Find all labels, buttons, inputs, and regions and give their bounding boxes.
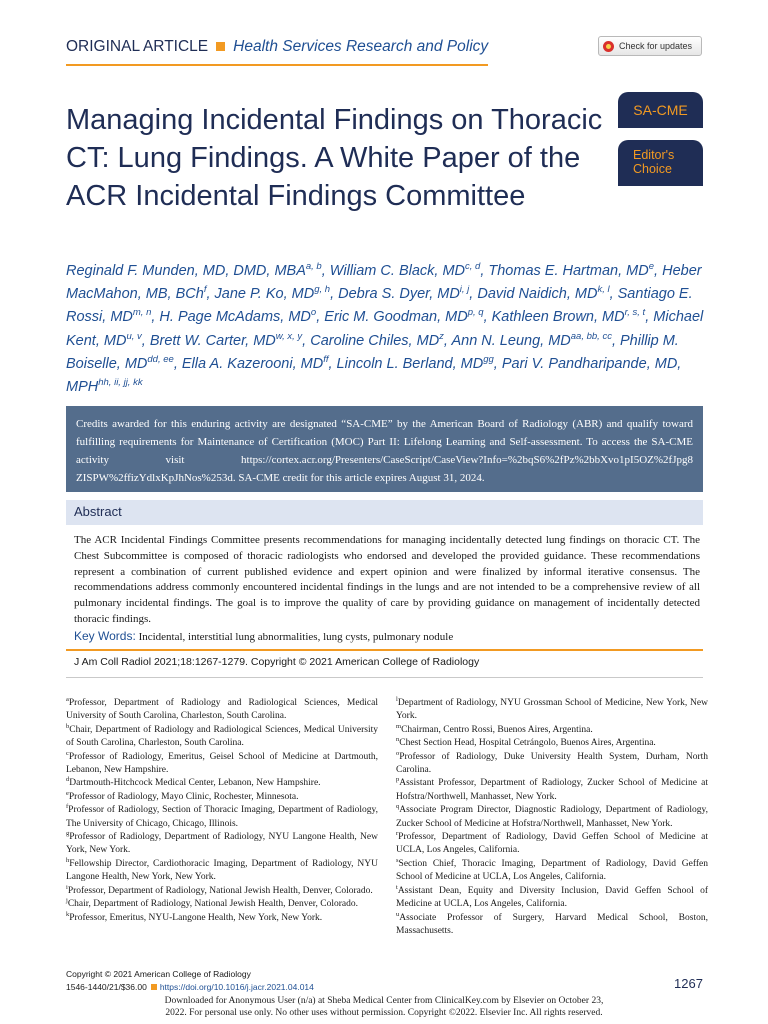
author-list: Reginald F. Munden, MD, DMD, MBA$^{a, b}$, William C. Black, MD$^{c, d}$, Thomas E. Hartman, MDe, Heber MacMahon, MB, BCh$^f$, Jane P. Ko, MD$^{g, h}$, Debra S. Dyer, MD$^{i, j}$, David Naidich, MD$^{k, l}$, Santiago E. Rossi, MD$^{m, n}$, H. Page McAdams, $MD^o$, Eric M. Goodman, MD$^{p, q}$, Kathleen Brown, MD$^{r, s, t}$, Michael Kent, MD$^{u, v}$, Brett W. Carter, MD$^{w, x, y}$, Caroline Chiles, $MD^z$, Ann N. Leung, $MD^{aa, bb, cc}$, Phillip M. Boiselle, $MD^{dd, ee}$, Ella A. Kazerooni, $MD^{ff}$, Lincoln L. Berland, $MD^{gg}$, Pari V. Pandharipande, MD, $MPH^{hh, ii, jj, kk}$ [66, 261, 704, 396]
affiliation-text: Chair, Department of Radiology, National Jewish Health, Denver, Colorado. [67, 899, 358, 910]
affiliation-mark: f [66, 803, 69, 811]
affiliation-text: Professor of Radiology, Section of Thoracic Imaging, Department of Radiology, The University of Chicago, Chicago, Illinois. [66, 805, 378, 829]
key-words-label: Key Words: [74, 629, 136, 643]
author [159, 309, 316, 325]
author-name: David Naidich, MD [477, 286, 598, 303]
author-affiliation-marks: i, j [459, 284, 470, 296]
affiliation-entry [396, 912, 708, 939]
sa-cme-credits-box: Credits awarded for this enduring activity are designated “SA-CME” by the American Board of Radiology (ABR) and qualify toward fulfilling requirements for Maintenance of Certification (MOC) Part II: Lifelong Learning and Self-assessment. To access the SA-CME activity visit https://cortex.acr.org/Presenters/CaseScript/CaseView?Info=%2bqS6%2fPz%2bbXvo1pI5OZ%2fJpg8 ZISPW%2ffizYdlxKpJhNos%253d. SA-CME credit for this article expires August 31, 2024. [66, 406, 703, 492]
author-name: Heber MacMahon, MB, BCh [66, 263, 702, 303]
author-name: Jane P. Ko, MD [214, 286, 315, 303]
editors-choice-line1: Editor's [633, 148, 675, 162]
author-affiliation-marks: dd, ee [147, 353, 174, 365]
author-affiliation-marks: e [648, 261, 655, 273]
affiliation-text: Assistant Dean, Equity and Diversity Inclusion, David Geffen School of Medicine at UCLA, Los Angeles, California. [396, 885, 708, 910]
check-updates-button[interactable] [598, 36, 702, 56]
affiliation-entry [396, 737, 708, 750]
affiliation-text: Section Chief, Thoracic Imaging, Department of Radiology, David Geffen School of Medicine at UCLA, Los Angeles, California. [396, 858, 708, 883]
affiliation-mark: n [396, 736, 400, 744]
author [336, 353, 494, 372]
affiliation-entry [66, 791, 378, 804]
abstract-header-bar [66, 500, 703, 525]
affiliation-text: Professor, Department of Radiology, David Geffen School of Medicine at UCLA, Los Angeles, California. [396, 832, 708, 856]
author-affiliation-marks: z [439, 330, 444, 342]
author-name: Lincoln L. Berland, MD [336, 355, 484, 372]
author-name: Santiago E. Rossi, MD [66, 286, 693, 326]
author-affiliation-marks: u, v [126, 330, 142, 342]
editors-choice-line2: Choice [633, 162, 672, 176]
affiliation-mark: u [396, 910, 400, 918]
affiliation-text: Professor, Emeritus, NYU-Langone Health, New York, New York. [69, 912, 323, 923]
affiliation-text: Dartmouth-Hitchcock Medical Center, Lebanon, New Hampshire. [69, 778, 321, 789]
abstract-heading: Abstract [74, 504, 122, 519]
affiliation-entry [396, 751, 708, 778]
crossmark-icon [603, 41, 614, 52]
author-name: Phillip M. Boiselle, MD [66, 332, 679, 372]
author [324, 309, 483, 325]
author-affiliation-marks: c, d [465, 261, 481, 273]
affiliation-entry [396, 804, 708, 831]
affiliation-text: Fellowship Director, Cardiothoracic Imaging, Department of Radiology, NYU Langone Health, New York, New York. [66, 858, 378, 883]
square-bullet-icon [216, 42, 225, 51]
affiliation-mark: m [396, 722, 402, 730]
affiliation-entry [396, 724, 708, 737]
affiliation-entry [66, 724, 378, 751]
affiliation-entry [66, 777, 378, 790]
abstract-text: The ACR Incidental Findings Committee presents recommendations for managing incidentally detected lung findings on thoracic CT. The Chest Subcommittee is composed of thoracic radiologists who endorsed and developed the provided guidance. These recommendations represent a combination of current published evidence and expert opinion and were finalized by informal iterative consensus. The recommendations address commonly encountered incidental findings in the lungs and are not intended to be a comprehensive review of all pulmonary incidental findings. The goal is to improve the quality of care by providing guidance on management of incidentally detected thoracic findings. [74, 534, 700, 625]
download-notice-line2: 2022. For personal use only. No other uses without permission. Copyright ©2022. Elsevier Inc. All rights reserved. [165, 1008, 603, 1018]
author-affiliation-marks: aa, bb, cc [570, 330, 612, 342]
affiliation-entry [396, 831, 708, 858]
affiliation-entry [66, 912, 378, 925]
affiliation-text: Professor, Department of Radiology, National Jewish Health, Denver, Colorado. [67, 885, 373, 896]
affiliation-mark: d [66, 776, 70, 784]
affiliation-mark: o [396, 749, 400, 757]
article-header [66, 38, 488, 56]
page-number: 1267 [674, 976, 703, 991]
affiliation-mark: b [66, 722, 70, 730]
section-name: Health Services Research and Policy [233, 38, 489, 55]
author-name: Kathleen Brown, MD [491, 309, 625, 326]
article-type: ORIGINAL ARTICLE [66, 38, 209, 55]
article-title: Managing Incidental Findings on Thoracic CT: Lung Findings. A White Paper of the ACR Incidental Findings Committee [66, 104, 603, 212]
author-name: Ella A. Kazerooni, MD [181, 355, 324, 372]
affiliation-mark: q [396, 803, 400, 811]
affiliation-entry [66, 898, 378, 911]
author [215, 286, 331, 302]
affiliation-text: Professor of Radiology, Duke University Health System, Durham, North Carolina. [396, 751, 708, 776]
author-name: Thomas E. Hartman, MD [488, 263, 649, 279]
square-bullet-icon [151, 984, 157, 990]
affiliation-text: Department of Radiology, NYU Grossman School of Medicine, New York, New York. [396, 698, 708, 722]
affiliation-entry [66, 885, 378, 898]
author-name: Reginald F. Munden, MD, DMD, MBA [66, 263, 306, 279]
author [66, 263, 322, 279]
footer-issn: 1546-1440/21/$36.00 [66, 982, 147, 992]
affiliation-mark: a [66, 695, 69, 703]
affiliation-entry [66, 804, 378, 831]
affiliation-text: Assistant Professor, Department of Radiology, Zucker School of Medicine at Hofstra/Northwell, Manhasset, New York. [396, 778, 708, 802]
affiliation-text: Chair, Department of Radiology and Radiological Sciences, Medical University of South Carolina, Charleston, South Carolina. [66, 724, 378, 749]
journal-citation: J Am Coll Radiol 2021;18:1267-1279. Copyright © 2021 American College of Radiology [74, 656, 480, 668]
footer-issn-doi [66, 981, 314, 994]
affiliation-text: Associate Professor of Surgery, Harvard Medical School, Boston, Massachusetts. [396, 912, 708, 936]
affiliation-entry [396, 885, 708, 912]
download-notice-line1: Downloaded for Anonymous User (n/a) at Sheba Medical Center from ClinicalKey.com by Elsevier on October 23, [164, 996, 604, 1006]
author-affiliation-marks: hh, ii, jj, kk [98, 377, 143, 389]
key-words-list: Incidental, interstitial lung abnormalities, lung cysts, pulmonary nodule [138, 631, 454, 643]
affiliation-entry [66, 751, 378, 778]
author [488, 263, 654, 279]
author-affiliation-marks: r, s, t [624, 307, 646, 319]
affiliation-entry [396, 777, 708, 804]
affiliation-entry [66, 858, 378, 885]
affiliation-mark: j [66, 896, 68, 904]
author-name: Michael Kent, MD [66, 309, 704, 349]
author-name: Debra S. Dyer, MD [338, 286, 460, 303]
author-name: Eric M. Goodman, MD [324, 309, 468, 326]
affiliation-mark: r [396, 829, 399, 837]
author-name: Ann N. Leung, MD [451, 332, 571, 349]
affiliation-mark: k [66, 910, 70, 918]
affiliation-mark: h [66, 856, 70, 864]
affiliation-mark: e [66, 789, 69, 797]
affiliation-text: Professor of Radiology, Department of Radiology, NYU Langone Health, New York, New York. [66, 832, 378, 856]
author-affiliation-marks: a, b [305, 261, 322, 273]
author-affiliation-marks: k, l [597, 284, 610, 296]
affiliation-entry [396, 697, 708, 724]
author-affiliation-marks: g, h [314, 284, 331, 296]
author-affiliation-marks: w, x, y [275, 330, 303, 342]
header-rule [66, 64, 488, 66]
affiliation-entry [396, 858, 708, 885]
download-notice [0, 995, 768, 1019]
author-affiliation-marks: f [203, 284, 207, 296]
doi-link[interactable]: https://doi.org/10.1016/j.jacr.2021.04.014 [159, 982, 314, 992]
affiliation-entry [66, 831, 378, 858]
affiliation-text: Professor of Radiology, Mayo Clinic, Rochester, Minnesota. [68, 791, 299, 802]
affiliation-mark: p [396, 776, 400, 784]
author-affiliation-marks: o [310, 307, 317, 319]
author-affiliation-marks: ff [323, 353, 329, 365]
affiliation-mark: l [396, 695, 398, 703]
author [310, 330, 444, 349]
affiliation-text: Professor, Department of Radiology and Radiological Sciences, Medical University of South Carolina, Charleston, South Carolina. [66, 698, 378, 722]
author [477, 286, 609, 302]
affiliation-mark: s [396, 856, 399, 864]
affiliation-mark: c [66, 749, 69, 757]
check-updates-label: Check for updates [619, 41, 693, 51]
affiliation-mark: t [396, 883, 398, 891]
author-name: Brett W. Carter, MD [149, 332, 276, 349]
affiliation-mark: i [66, 883, 68, 891]
author-affiliation-marks: gg [483, 353, 494, 365]
affiliations-left-column [66, 697, 378, 925]
author [181, 353, 329, 372]
author-affiliation-marks: m, n [132, 307, 152, 319]
author [338, 286, 469, 302]
footer-info [66, 968, 314, 994]
affiliation-mark: g [66, 829, 70, 837]
footer-copyright: Copyright © 2021 American College of Radiology [66, 969, 251, 979]
author-affiliation-marks: p, q [467, 307, 484, 319]
author-name: H. Page McAdams, MD [159, 309, 311, 326]
sa-cme-badge: SA-CME [618, 92, 703, 128]
key-words [74, 629, 453, 643]
affiliation-text: Associate Program Director, Diagnostic Radiology, Department of Radiology, Zucker School of Medicine at Hofstra/Northwell, Manhasset, New York. [396, 805, 708, 829]
author-name: Pari V. Pandharipande, MD, MPH [66, 355, 682, 396]
author [451, 330, 612, 349]
affiliation-text: Professor of Radiology, Emeritus, Geisel School of Medicine at Dartmouth, Lebanon, New Hampshire. [66, 751, 378, 776]
author-name: William C. Black, MD [329, 263, 466, 279]
author [330, 263, 481, 279]
affiliation-text: Chairman, Centro Rossi, Buenos Aires, Argentina. [401, 724, 593, 735]
author [492, 309, 646, 325]
affiliation-text: Chest Section Head, Hospital Cetrángolo, Buenos Aires, Argentina. [399, 738, 656, 749]
citation-rule [66, 677, 703, 678]
affiliations-right-column [396, 697, 708, 938]
abstract-rule [66, 649, 703, 651]
affiliation-entry [66, 697, 378, 724]
author [149, 330, 303, 349]
author-name: Caroline Chiles, MD [310, 332, 440, 349]
editors-choice-badge [618, 140, 703, 186]
